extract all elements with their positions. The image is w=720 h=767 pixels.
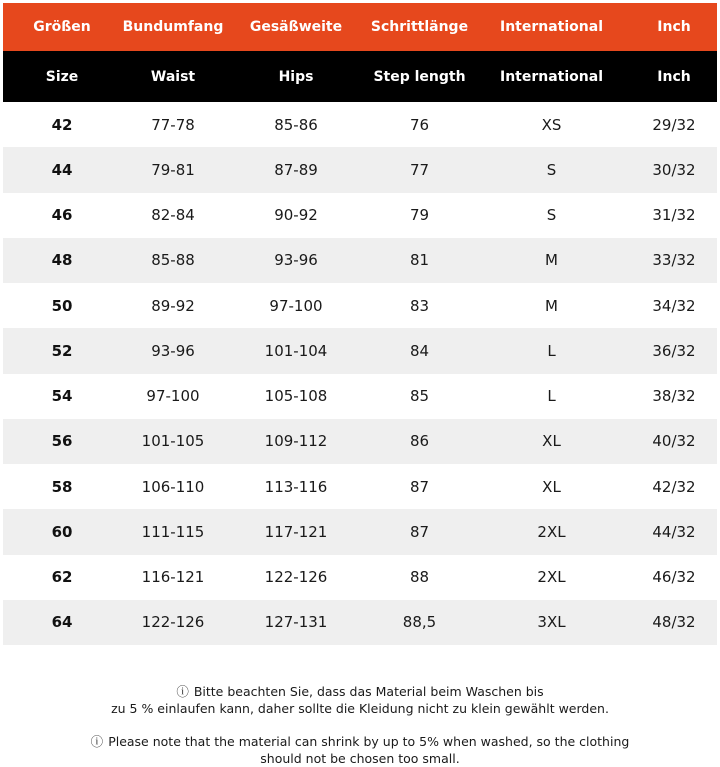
step-length-cell: 85 (409, 387, 430, 406)
step-length-cell: 86 (367, 419, 472, 464)
size-cell: 64 (3, 600, 121, 645)
size-cell: 62 (51, 568, 73, 587)
international-cell: XS (541, 115, 562, 134)
international-cell: XL (472, 419, 631, 464)
table-row (3, 283, 717, 328)
size-cell: 42 (51, 115, 73, 134)
inch-cell: 34/32 (652, 296, 696, 315)
hips-cell: 90-92 (274, 206, 318, 225)
hips-cell: 97-100 (269, 296, 323, 315)
inch-cell: 29/32 (652, 115, 696, 134)
size-cell: 54 (51, 387, 73, 406)
inch-cell: 40/32 (631, 419, 717, 464)
inch-cell: 31/32 (652, 206, 696, 225)
international-cell: L (547, 387, 556, 406)
note-german (0, 683, 720, 717)
step-length-cell: 79 (409, 206, 430, 225)
hips-cell: 117-121 (225, 509, 367, 554)
international-cell: M (472, 238, 631, 283)
international-cell: M (545, 296, 558, 315)
table-row (3, 193, 717, 238)
hips-cell: 109-112 (225, 419, 367, 464)
table-row (3, 419, 717, 464)
waist-cell: 93-96 (121, 328, 225, 373)
hips-cell: 105-108 (264, 387, 328, 406)
international-cell: 2XL (537, 568, 566, 587)
header-international-de: International (472, 3, 631, 51)
inch-cell: 38/32 (652, 387, 696, 406)
table-row (3, 102, 717, 147)
header-hips-de: Gesäßweite (225, 3, 367, 51)
inch-cell: 33/32 (631, 238, 717, 283)
international-cell: 3XL (472, 600, 631, 645)
step-length-cell: 87 (409, 477, 430, 496)
step-length-cell: 83 (409, 296, 430, 315)
header-inch-en: Inch (631, 51, 717, 102)
note-german-line1: Bitte beachten Sie, dass das Material beim Waschen bis (193, 684, 544, 699)
international-cell: 2XL (472, 509, 631, 554)
note-german-line2: zu 5 % einlaufen kann, daher sollte die Kleidung nicht zu klein gewählt werden. (111, 701, 609, 716)
inch-cell: 48/32 (631, 600, 717, 645)
info-circle-icon: ⓘ (90, 734, 104, 749)
waist-cell: 82-84 (151, 206, 195, 225)
header-step-length-de: Schrittlänge (367, 3, 472, 51)
international-cell: XL (542, 477, 561, 496)
info-circle-icon: ⓘ (176, 684, 189, 699)
inch-cell: 42/32 (652, 477, 696, 496)
size-cell: 52 (3, 328, 121, 373)
waist-cell: 116-121 (141, 568, 205, 587)
size-cell: 48 (3, 238, 121, 283)
size-cell: 46 (51, 206, 73, 225)
waist-cell: 111-115 (121, 509, 225, 554)
header-row-english (3, 51, 717, 102)
size-cell: 56 (3, 419, 121, 464)
waist-cell: 122-126 (121, 600, 225, 645)
waist-cell: 77-78 (151, 115, 195, 134)
size-cell: 50 (51, 296, 73, 315)
header-inch-de: Inch (631, 3, 717, 51)
header-waist-en: Waist (121, 51, 225, 102)
waist-cell: 89-92 (151, 296, 195, 315)
inch-cell: 46/32 (652, 568, 696, 587)
step-length-cell: 87 (367, 509, 472, 554)
hips-cell: 113-116 (264, 477, 328, 496)
step-length-cell: 76 (409, 115, 430, 134)
header-row-german (3, 3, 717, 51)
international-cell: S (546, 206, 557, 225)
waist-cell: 97-100 (146, 387, 200, 406)
header-step-length-en: Step length (367, 51, 472, 102)
inch-cell: 36/32 (631, 328, 717, 373)
note-english (0, 733, 720, 767)
size-cell: 44 (3, 147, 121, 192)
size-table (3, 3, 717, 645)
inch-cell: 44/32 (631, 509, 717, 554)
header-waist-de: Bundumfang (121, 3, 225, 51)
header-international-en: International (472, 51, 631, 102)
hips-cell: 122-126 (264, 568, 328, 587)
table-row (3, 147, 717, 192)
table-row (3, 464, 717, 509)
step-length-cell: 77 (367, 147, 472, 192)
hips-cell: 93-96 (225, 238, 367, 283)
note-english-line2: should not be chosen too small. (260, 751, 460, 766)
step-length-cell: 81 (367, 238, 472, 283)
header-hips-en: Hips (225, 51, 367, 102)
international-cell: S (472, 147, 631, 192)
size-cell: 60 (3, 509, 121, 554)
step-length-cell: 88,5 (367, 600, 472, 645)
inch-cell: 30/32 (631, 147, 717, 192)
table-row (3, 328, 717, 373)
size-table-body (3, 102, 717, 645)
hips-cell: 85-86 (274, 115, 318, 134)
header-size-en: Size (3, 51, 121, 102)
hips-cell: 101-104 (225, 328, 367, 373)
table-row (3, 509, 717, 554)
waist-cell: 79-81 (121, 147, 225, 192)
step-length-cell: 84 (367, 328, 472, 373)
step-length-cell: 88 (409, 568, 430, 587)
hips-cell: 127-131 (225, 600, 367, 645)
waist-cell: 101-105 (121, 419, 225, 464)
notes-section (0, 683, 720, 767)
international-cell: L (472, 328, 631, 373)
table-row (3, 555, 717, 600)
waist-cell: 85-88 (121, 238, 225, 283)
table-row (3, 374, 717, 419)
table-row (3, 238, 717, 283)
size-cell: 58 (51, 477, 73, 496)
hips-cell: 87-89 (225, 147, 367, 192)
table-row (3, 600, 717, 645)
header-size-de: Größen (3, 3, 121, 51)
note-english-line1: Please note that the material can shrink by up to 5% when washed, so the clothing (108, 734, 630, 749)
waist-cell: 106-110 (141, 477, 205, 496)
